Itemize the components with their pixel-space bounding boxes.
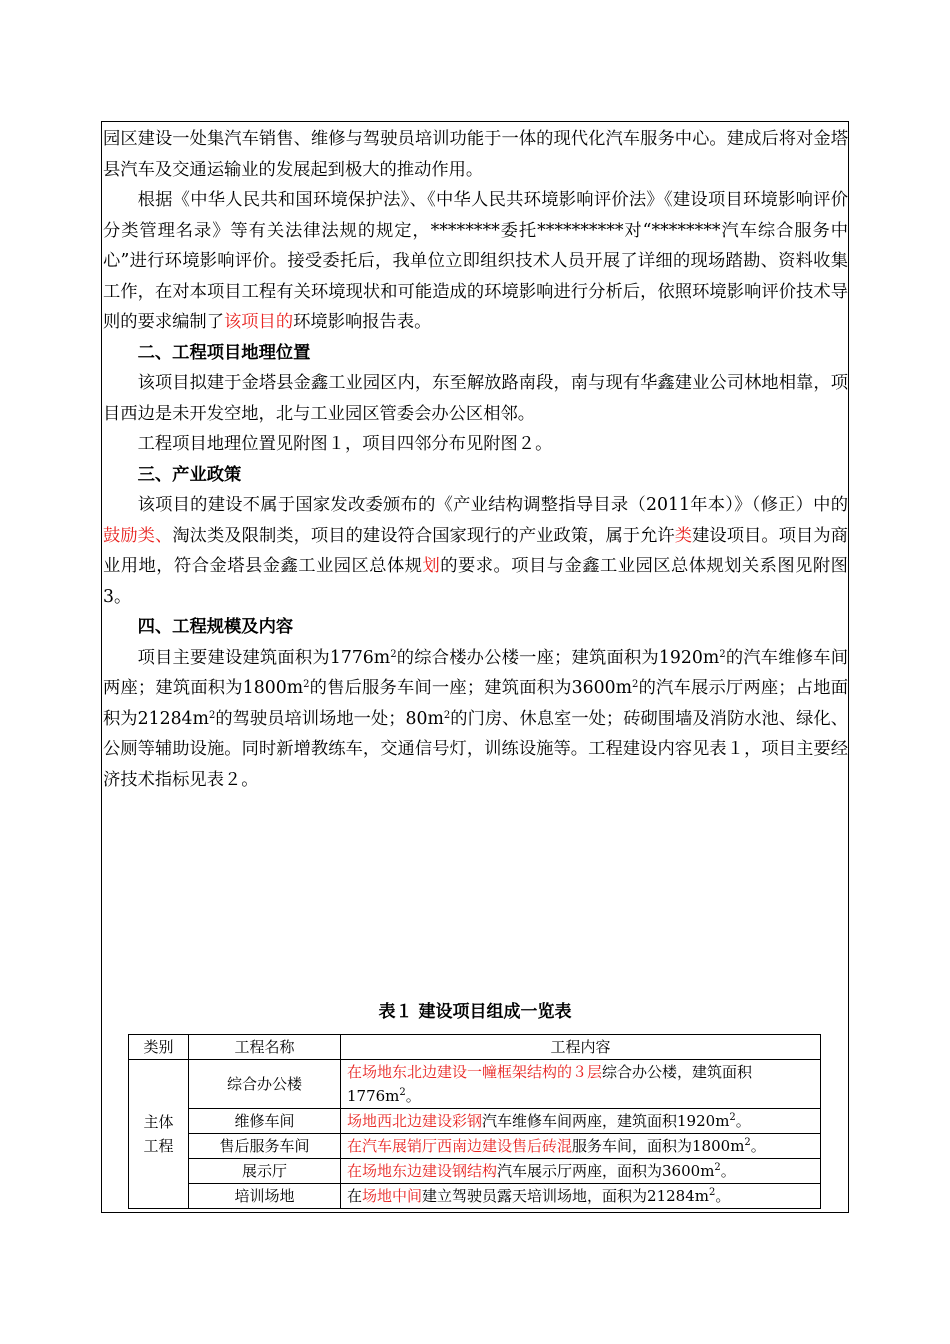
name-cell: 展示厅 [189, 1159, 341, 1184]
heading-policy: 三、产业政策 [137, 464, 242, 485]
category-cell: 主体工程 [129, 1060, 189, 1209]
document-body [103, 124, 848, 795]
table-row [129, 1060, 821, 1109]
name-cell: 维修车间 [189, 1109, 341, 1134]
header-name: 工程名称 [189, 1035, 341, 1060]
content-cell: 在汽车展销厅西南边建设售后砖混服务车间，面积为$1800m^2$。 [341, 1134, 821, 1159]
table-caption: 表１ 建设项目组成一览表 [378, 1002, 572, 1022]
header-category: 类别 [129, 1035, 189, 1060]
content-cell: 在场地中间建立驾驶员露天培训场地，面积为$21284m^2$。 [341, 1184, 821, 1209]
name-cell: 售后服务车间 [189, 1134, 341, 1159]
paragraph-scale: 项目主要建设建筑面积为$1776m^2$的综合楼办公楼一座；建筑面积为$1920m^2$的汽车维修车间两座；建筑面积为$1800m^2$的售后服务车间一座；建筑面积为$3600m^2$的汽车展示厅两座；占地面积为$21284m^2$的驾驶员培训场地一处；$80m^2$的门房、休息室一处；砖砌围墙及消防水池、绿化、公厕等辅助设施。同时新增教练车，交通信号灯，训练设施等。工程建设内容见表１，项目主要经济技术指标见表２。 [103, 647, 848, 790]
name-cell: 综合办公楼 [189, 1060, 341, 1109]
table-header-row [129, 1035, 821, 1060]
paragraph-intro: 园区建设一处集汽车销售、维修与驾驶员培训功能于一体的现代化汽车服务中心。建成后将对金塔县汽车及交通运输业的发展起到极大的推动作用。 [103, 129, 848, 180]
table-row [129, 1159, 821, 1184]
content-cell: 场地西北边建设彩钢汽车维修车间两座，建筑面积$1920m^2$。 [341, 1109, 821, 1134]
name-cell: 培训场地 [189, 1184, 341, 1209]
content-cell: 在场地东北边建设一幢框架结构的３层综合办公楼，建筑面积$1776m^2$。 [341, 1060, 821, 1109]
project-composition-table [128, 1034, 821, 1209]
table-row [129, 1184, 821, 1209]
paragraph-location: 该项目拟建于金塔县金鑫工业园区内，东至解放路南段，南与现有华鑫建业公司林地相靠，项目西边是未开发空地，北与工业园区管委会办公区相邻。 [103, 373, 848, 424]
paragraph-location-figures: 工程项目地理位置见附图１，项目四邻分布见附图２。 [137, 434, 553, 454]
heading-location: 二、工程项目地理位置 [137, 342, 311, 363]
table-row [129, 1109, 821, 1134]
paragraph-policy: 该项目的建设不属于国家发改委颁布的《产业结构调整指导目录（2011年本）》（修正）中的鼓励类、淘汰类及限制类，项目的建设符合国家现行的产业政策，属于允许类建设项目。项目为商业用地，符合金塔县金鑫工业园区总体规划的要求。项目与金鑫工业园区总体规划关系图见附图3。 [103, 495, 848, 607]
table-row [129, 1134, 821, 1159]
paragraph-basis: 根据《中华人民共和国环境保护法》、《中华人民共环境影响评价法》《建设项目环境影响评价分类管理名录》等有关法律法规的规定，********委托**********对“********汽车综合服务中心”进行环境影响评价。接受委托后，我单位立即组织技术人员开展了详细的现场踏勘、资料收集工作，在对本项目工程有关环境现状和可能造成的环境影响进行分析后，依照环境影响评价技术导则的要求编制了该项目的环境影响报告表。 [103, 190, 848, 332]
header-content: 工程内容 [341, 1035, 821, 1060]
content-cell: 在场地东边建设钢结构汽车展示厅两座，面积为$3600m^2$。 [341, 1159, 821, 1184]
heading-scale: 四、工程规模及内容 [137, 617, 294, 637]
